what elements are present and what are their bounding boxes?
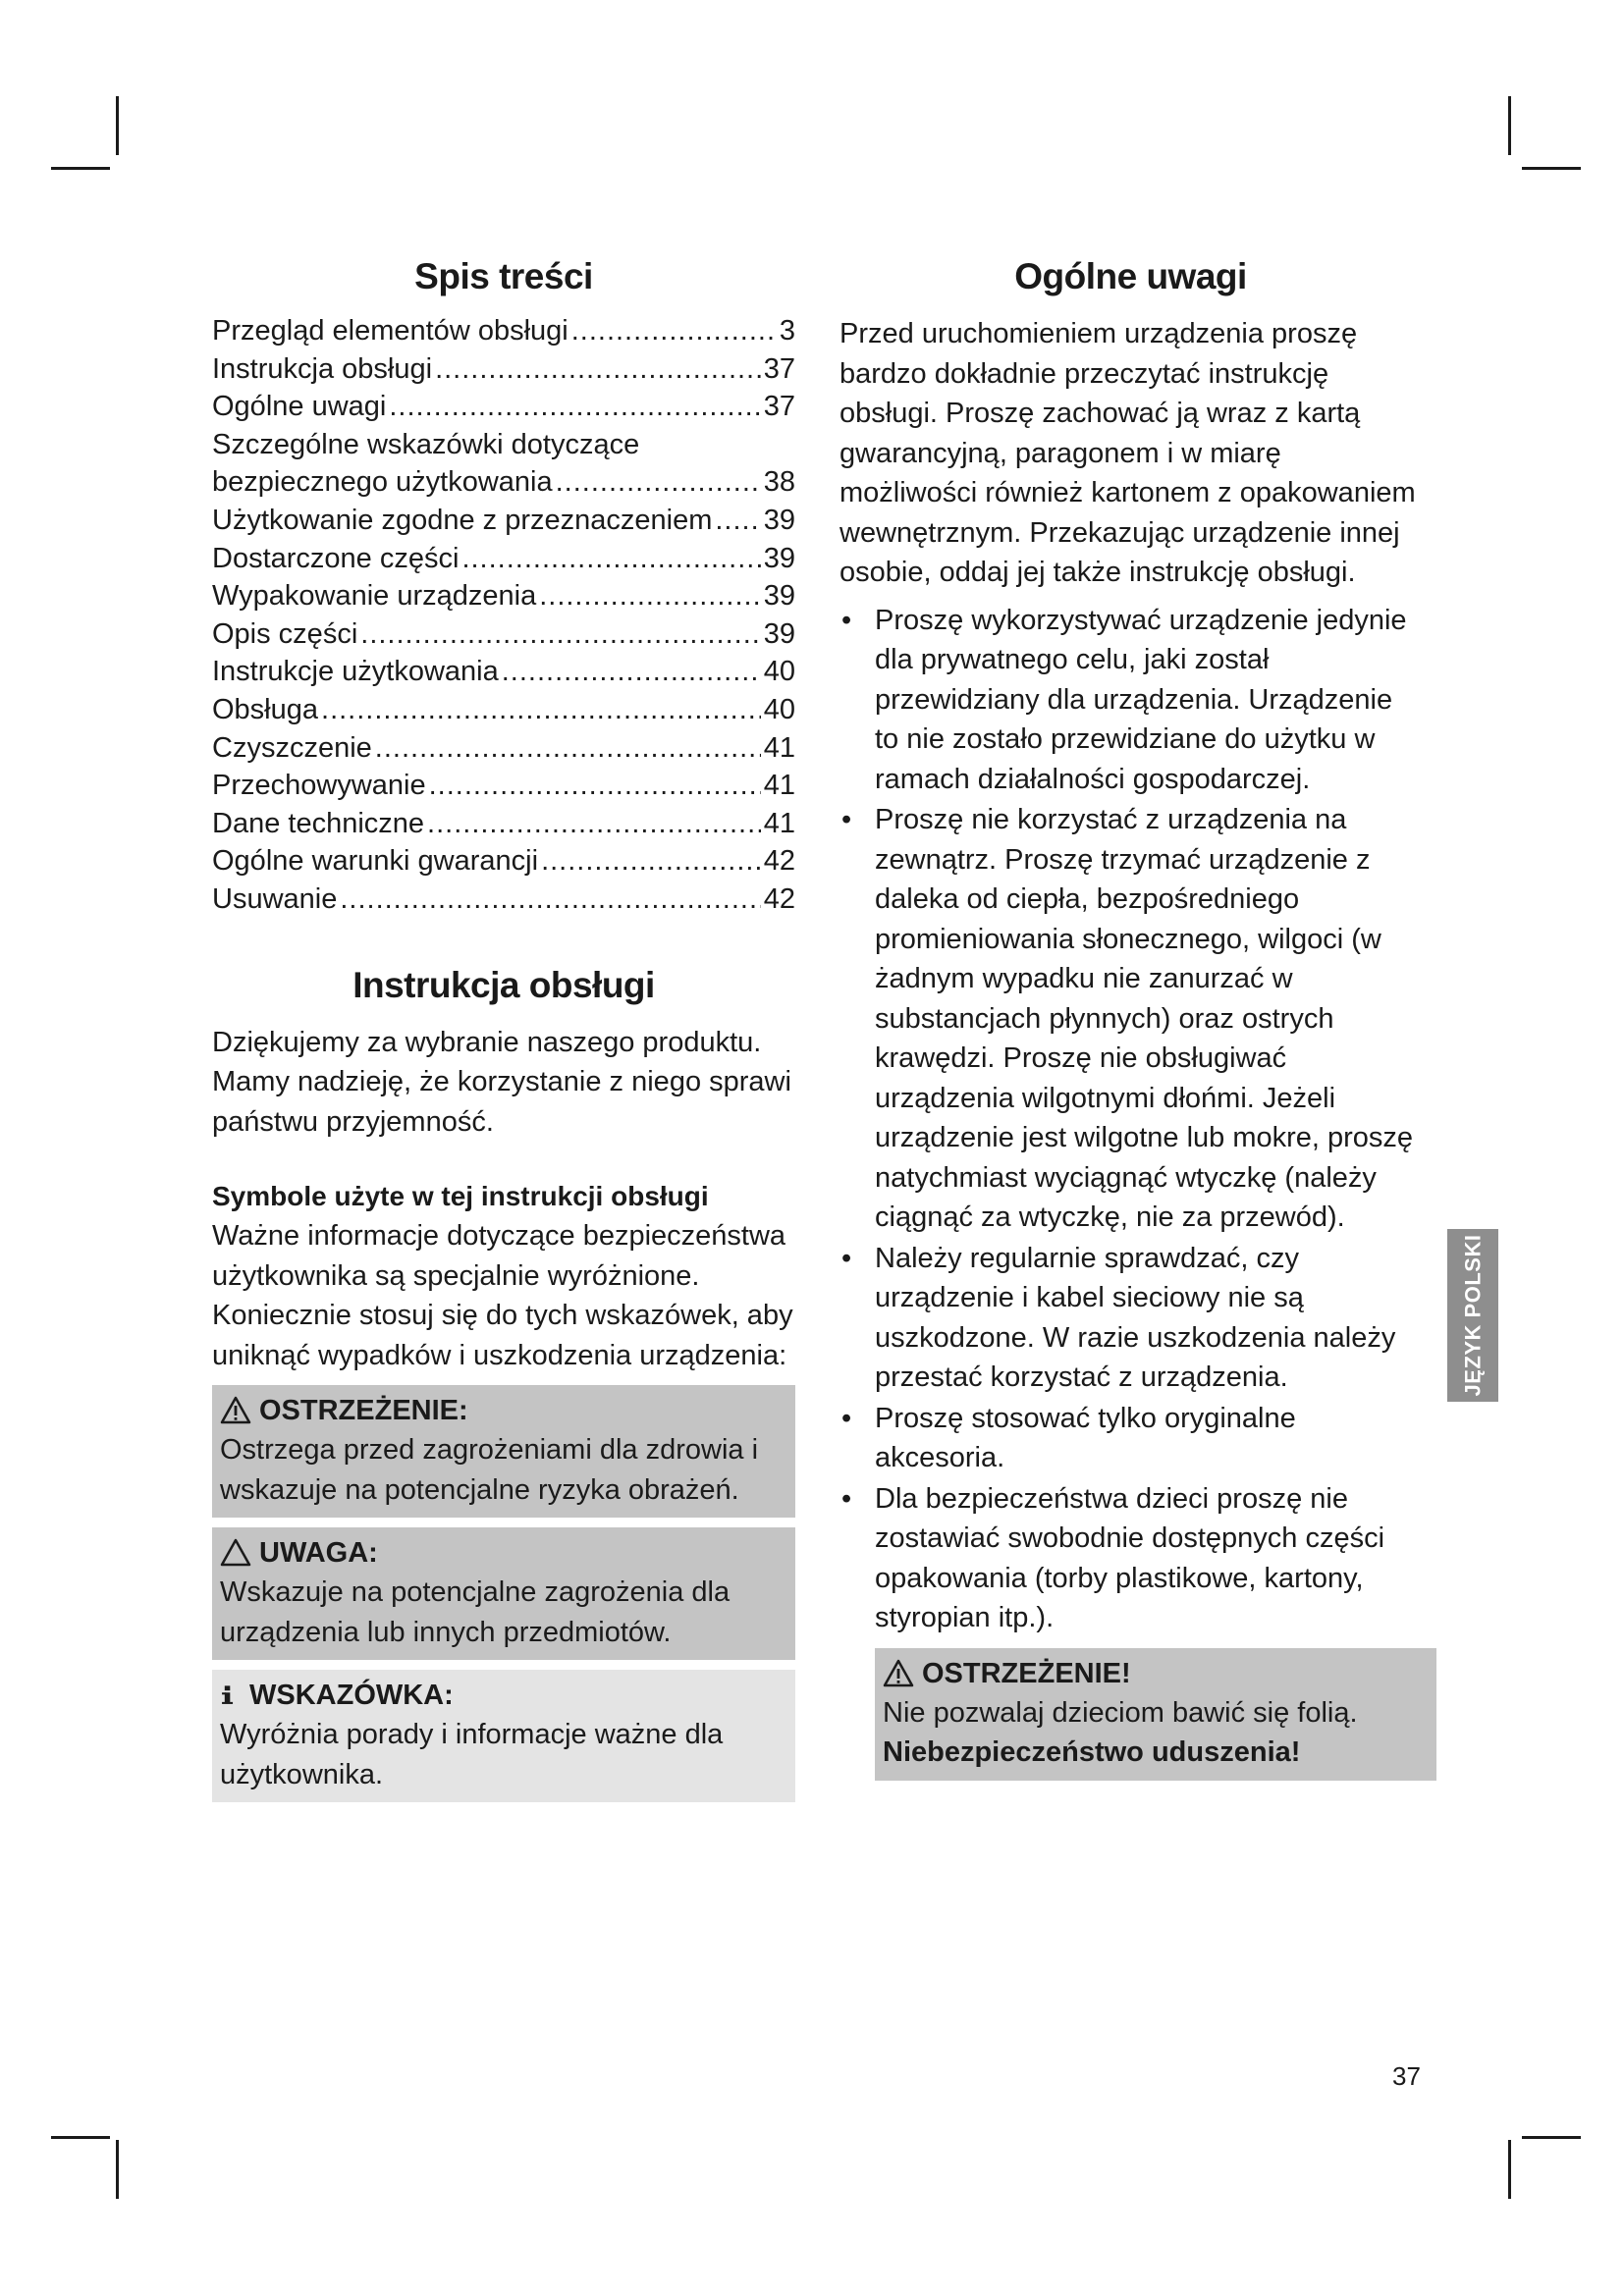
toc-entry[interactable]: Dane techniczne ..... 41 <box>212 805 795 843</box>
page-number: 37 <box>1392 2061 1421 2091</box>
info-icon <box>220 1681 242 1710</box>
warning-title: OSTRZEŻENIE: <box>259 1395 468 1426</box>
toc-entry[interactable]: Przegląd elementów obsługi ..... 3 <box>212 312 795 350</box>
toc-entry[interactable]: Czyszczenie ..... 41 <box>212 729 795 768</box>
toc-entry[interactable]: Obsługa ..... 40 <box>212 691 795 729</box>
list-item: • Należy regularnie sprawdzać, czy urządzenie i kabel sieciowy nie są uszkodzone. W razie uszkodzenia należy przestać korzystać z urządzenia. <box>839 1239 1422 1398</box>
crop-mark <box>1508 2140 1511 2199</box>
child-warning-text: Nie pozwalaj dzieciom bawić się folią. <box>883 1696 1358 1729</box>
right-column <box>839 253 1422 1781</box>
toc-entry[interactable]: Instrukcja obsługi ..... 37 <box>212 350 795 389</box>
symbols-text: Ważne informacje dotyczące bezpieczeństwa użytkownika są specjalnie wyróżnione. Koniecznie stosuj się do tych wskazówek, aby uniknąć wypadków i uszkodzenia urządzenia: <box>212 1220 793 1371</box>
left-column <box>212 253 795 1802</box>
instructions-title: Instrukcja obsługi <box>352 964 655 1005</box>
child-warning-title: OSTRZEŻENIE! <box>922 1657 1131 1689</box>
note-title: WSKAZÓWKA: <box>249 1680 454 1711</box>
note-text: Wyróżnia porady i informacje ważne dla użytkownika. <box>220 1719 724 1790</box>
crop-mark <box>1522 2136 1581 2139</box>
toc-entry[interactable]: Ogólne uwagi ..... 37 <box>212 388 795 426</box>
crop-mark <box>1522 167 1581 170</box>
list-item: • Proszę nie korzystać z urządzenia na zewnątrz. Proszę trzymać urządzenie z daleka od ciepła, bezpośredniego promieniowania słonecznego, wilgoci (w żadnym wypadku nie zanurzać w substancjach płynnych) oraz ostrych krawędzi. Proszę nie obsługiwać urządzenia wilgotnymi dłońmi. Jeżeli urządzenie jest wilgotne lub mokre, proszę natychmiast wyciągnąć wtyczkę (należy ciągnąć za wtyczkę, nie za przewód). <box>839 800 1422 1238</box>
toc-entry[interactable]: Użytkowanie zgodne z przeznaczeniem ..... 39 <box>212 502 795 540</box>
toc-entry[interactable]: Dostarczone części ..... 39 <box>212 540 795 578</box>
language-tab-label: JĘZYK POLSKI <box>1460 1234 1486 1397</box>
caution-box <box>212 1527 795 1660</box>
warning-text: Ostrzega przed zagrożeniami dla zdrowia i wskazuje na potencjalne ryzyka obrażeń. <box>220 1434 759 1506</box>
child-warning-box <box>875 1648 1436 1781</box>
toc-entry[interactable]: Przechowywanie ..... 41 <box>212 767 795 805</box>
crop-mark <box>51 167 110 170</box>
warning-box <box>212 1385 795 1518</box>
toc-entry[interactable]: Instrukcje użytkowania ..... 40 <box>212 653 795 691</box>
toc-entry[interactable]: Usuwanie ..... 42 <box>212 881 795 919</box>
table-of-contents <box>212 312 795 919</box>
toc-title: Spis treści <box>414 256 593 296</box>
list-item: • Dla bezpieczeństwa dzieci proszę nie zostawiać swobodnie dostępnych części opakowania (torby plastikowe, kartony, styropian itp.). <box>839 1479 1422 1638</box>
toc-entry[interactable]: Ogólne warunki gwarancji ..... 42 <box>212 842 795 881</box>
crop-mark <box>116 2140 119 2199</box>
caution-text: Wskazuje na potencjalne zagrożenia dla urządzenia lub innych przedmiotów. <box>220 1576 731 1648</box>
child-warning-bold: Niebezpieczeństwo uduszenia! <box>883 1736 1301 1768</box>
warning-icon <box>883 1659 914 1688</box>
toc-entry[interactable]: Opis części ..... 39 <box>212 615 795 654</box>
note-box <box>212 1670 795 1802</box>
caution-title: UWAGA: <box>259 1537 378 1569</box>
symbols-heading: Symbole użyte w tej instrukcji obsługi <box>212 1181 709 1211</box>
toc-entry[interactable]: Szczególne wskazówki dotyczące bezpiecznego użytkowania ..... 38 <box>212 426 795 502</box>
crop-mark <box>51 2136 110 2139</box>
general-title: Ogólne uwagi <box>1014 256 1247 296</box>
caution-icon <box>220 1538 251 1568</box>
list-item: • Proszę stosować tylko oryginalne akcesoria. <box>839 1399 1422 1478</box>
instructions-intro: Dziękujemy za wybranie naszego produktu. Mamy nadzieję, że korzystanie z niego sprawi państwu przyjemność. <box>212 1026 791 1138</box>
language-tab <box>1447 1229 1498 1402</box>
list-item: • Proszę wykorzystywać urządzenie jedynie dla prywatnego celu, jaki został przewidziany dla urządzenia. Urządzenie to nie zostało przewidziane do użytku w ramach działalności gospodarczej. <box>839 601 1422 800</box>
toc-entry[interactable]: Wypakowanie urządzenia ..... 39 <box>212 577 795 615</box>
warning-icon <box>220 1396 251 1425</box>
crop-mark <box>116 96 119 155</box>
general-intro: Przed uruchomieniem urządzenia proszę bardzo dokładnie przeczytać instrukcję obsługi. Proszę zachować ją wraz z kartą gwarancyjną, paragonem i w miarę możliwości również kartonem z opakowaniem wewnętrznym. Przekazując urządzenie innej osobie, oddaj jej także instrukcję obsługi. <box>839 318 1416 588</box>
crop-mark <box>1508 96 1511 155</box>
general-bullets <box>839 601 1422 1638</box>
